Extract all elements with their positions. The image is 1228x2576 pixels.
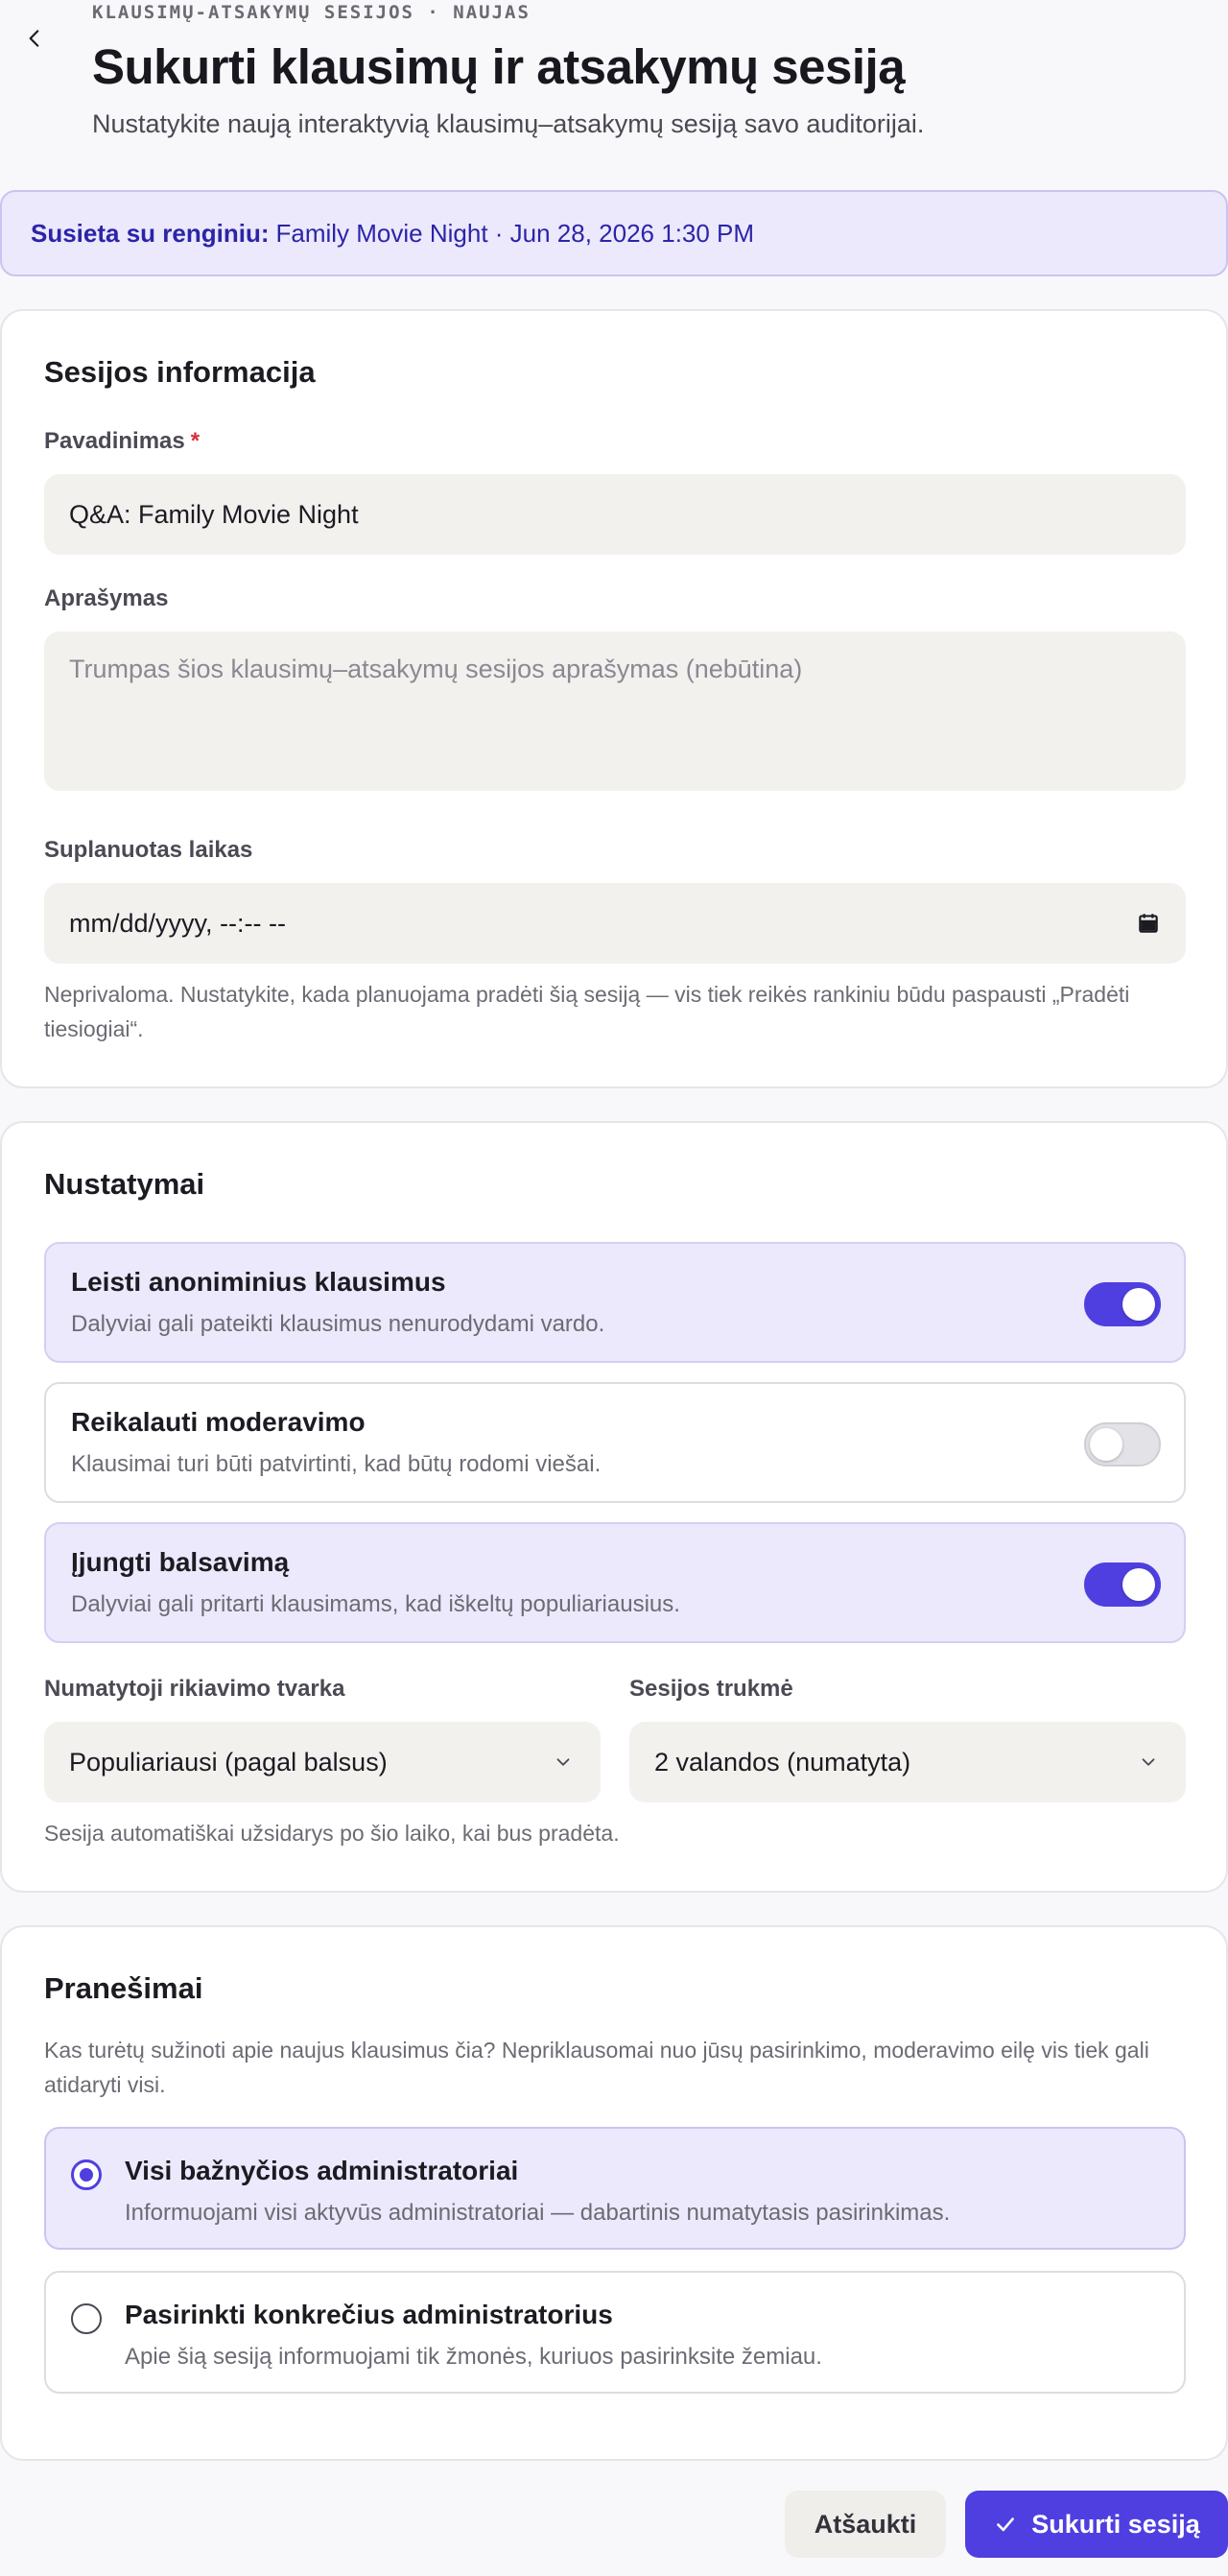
toggle-voting-desc: Dalyviai gali pritarti klausimams, kad iškeltų populiariausius. (71, 1591, 680, 1617)
notifications-card (0, 1925, 1228, 2461)
required-mark: * (190, 428, 201, 454)
page-title: Sukurti klausimų ir atsakymų sesiją (92, 39, 906, 94)
session-info-title: Sesijos informacija (44, 355, 316, 389)
toggle-row-anonymous[interactable] (44, 1242, 1186, 1363)
radio-all-admins-desc: Informuojami visi aktyvūs administratoriai — dabartinis numatytasis pasirinkimas. (125, 2200, 951, 2226)
radio-button-selected[interactable] (71, 2159, 102, 2190)
duration-label: Sesijos trukmė (629, 1676, 793, 1702)
chevron-left-icon (22, 26, 47, 51)
description-textarea[interactable] (44, 632, 1186, 791)
chevron-down-icon (1138, 1752, 1159, 1773)
create-session-button[interactable] (965, 2491, 1228, 2558)
toggle-anonymous-desc: Dalyviai gali pateikti klausimus nenurodydami vardo. (71, 1311, 605, 1337)
notifications-intro: Kas turėtų sužinoti apie naujus klausimus čia? Nepriklausomai nuo jūsų pasirinkimo, moderavimo eilę vis tiek gali atidaryti visi. (44, 2038, 1149, 2097)
toggle-row-moderation[interactable] (44, 1382, 1186, 1503)
linked-event-label: Susieta su renginiu: (31, 218, 270, 248)
check-icon (993, 2512, 1018, 2537)
radio-button[interactable] (71, 2303, 102, 2334)
linked-event-value: Family Movie Night · Jun 28, 2026 1:30 PM (275, 218, 755, 248)
cancel-button[interactable]: Atšaukti (785, 2491, 946, 2558)
name-label-text: Pavadinimas (44, 428, 185, 454)
page-subtitle: Nustatykite naują interaktyvią klausimų–atsakymų sesiją savo auditorijai. (92, 109, 925, 138)
name-input[interactable] (44, 474, 1186, 555)
radio-specific-admins-title: Pasirinkti konkrečius administratorius (125, 2300, 613, 2329)
chevron-down-icon (553, 1752, 574, 1773)
back-button[interactable] (17, 21, 52, 56)
session-info-card (0, 309, 1228, 1088)
toggle-row-voting[interactable] (44, 1522, 1186, 1643)
name-input-value: Q&A: Family Movie Night (69, 499, 359, 529)
description-placeholder: Trumpas šios klausimų–atsakymų sesijos aprašymas (nebūtina) (69, 655, 803, 683)
voting-switch[interactable] (1084, 1562, 1161, 1607)
duration-select[interactable] (629, 1722, 1186, 1802)
scheduled-hint: Neprivaloma. Nustatykite, kada planuojama pradėti šią sesiją — vis tiek reikės rankiniu būdu paspausti „Pradėti tiesiogiai“. (44, 982, 1130, 1041)
calendar-icon[interactable] (1136, 911, 1161, 936)
settings-title: Nustatymai (44, 1167, 205, 1201)
switch-knob (1090, 1428, 1122, 1461)
switch-knob (1122, 1568, 1155, 1601)
switch-knob (1122, 1288, 1155, 1321)
toggle-voting-title: Įjungti balsavimą (71, 1547, 290, 1577)
anonymous-switch[interactable] (1084, 1282, 1161, 1326)
settings-card (0, 1121, 1228, 1893)
radio-option-all-admins[interactable] (44, 2127, 1186, 2250)
duration-select-value: 2 valandos (numatyta) (654, 1747, 911, 1777)
radio-specific-admins-desc: Apie šią sesiją informuojami tik žmonės, kuriuos pasirinksite žemiau. (125, 2344, 822, 2370)
page-eyebrow: KLAUSIMŲ-ATSAKYMŲ SESIJOS · NAUJAS (92, 2, 531, 23)
radio-all-admins-title: Visi bažnyčios administratoriai (125, 2156, 519, 2185)
create-session-label: Sukurti sesiją (1031, 2509, 1200, 2539)
scheduled-label: Suplanuotas laikas (44, 837, 253, 863)
sort-select[interactable] (44, 1722, 601, 1802)
sort-label: Numatytoji rikiavimo tvarka (44, 1676, 345, 1702)
moderation-switch[interactable] (1084, 1422, 1161, 1467)
linked-event-banner (0, 190, 1228, 276)
toggle-moderation-desc: Klausimai turi būti patvirtinti, kad būtų rodomi viešai. (71, 1451, 602, 1477)
description-label: Aprašymas (44, 585, 169, 611)
duration-hint: Sesija automatiškai užsidarys po šio laiko, kai bus pradėta. (44, 1821, 620, 1846)
scheduled-datetime-value: mm/dd/yyyy, --:-- -- (69, 908, 286, 938)
toggle-moderation-title: Reikalauti moderavimo (71, 1407, 366, 1437)
radio-option-specific-admins[interactable] (44, 2271, 1186, 2394)
notifications-title: Pranešimai (44, 1971, 203, 2005)
toggle-anonymous-title: Leisti anoniminius klausimus (71, 1267, 446, 1297)
name-label (44, 428, 200, 455)
scheduled-datetime-input[interactable] (44, 883, 1186, 964)
sort-select-value: Populiariausi (pagal balsus) (69, 1747, 388, 1777)
